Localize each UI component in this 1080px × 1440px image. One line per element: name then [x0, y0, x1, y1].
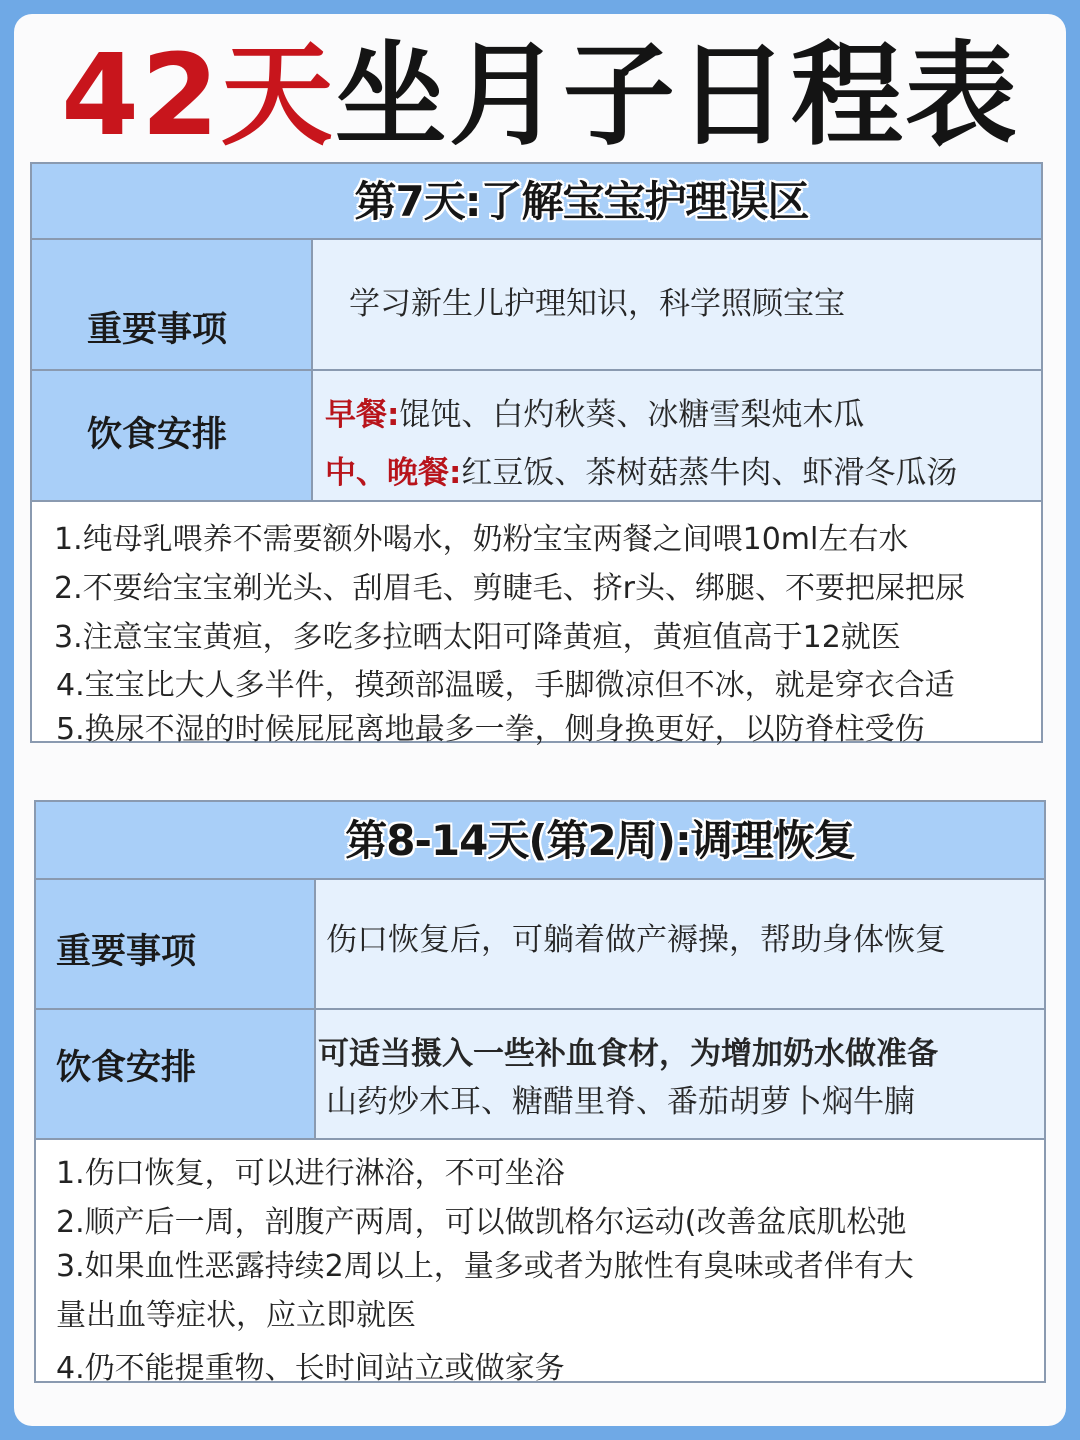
note-item: 3.注意宝宝黄疸，多吃多拉晒太阳可降黄疸，黄疸值高于12就医 [54, 620, 901, 655]
diet-tip: 可适当摄入一些补血食材，为增加奶水做准备 [318, 1036, 938, 1072]
diet-value-cell [313, 371, 1041, 500]
important-value-cell [313, 240, 1041, 369]
important-value-cell [316, 880, 1044, 1008]
important-row [36, 880, 1044, 1010]
diet-row [36, 1010, 1044, 1140]
note-item: 3.如果血性恶露持续2周以上，量多或者为脓性有臭味或者伴有大 [56, 1249, 914, 1284]
diet-row [32, 371, 1041, 502]
diet-label: 饮食安排 [56, 1048, 197, 1088]
note-item: 1.纯母乳喂养不需要额外喝水，奶粉宝宝两餐之间喂10ml左右水 [54, 522, 909, 557]
lunch-dinner-label: 中、晚餐: [325, 455, 462, 491]
note-item: 1.伤口恢复，可以进行淋浴，不可坐浴 [56, 1156, 565, 1191]
title-highlight: 42天 [61, 31, 335, 161]
section-week-2 [34, 800, 1046, 1386]
lunch-dinner-line [325, 447, 957, 492]
breakfast-menu: 馄饨、白灼秋葵、冰糖雪梨炖木瓜 [399, 397, 865, 433]
diet-value-cell [316, 1010, 1044, 1138]
title-rest: 坐月子日程表 [334, 31, 1019, 161]
note-item: 2.不要给宝宝剃光头、刮眉毛、剪睫毛、挤r头、绑腿、不要把屎把尿 [54, 571, 965, 606]
section-day-7 [30, 162, 1043, 747]
notes-list [36, 1140, 1044, 1386]
note-item: 4.仍不能提重物、长时间站立或做家务 [56, 1351, 565, 1386]
section-heading: 第7天:了解宝宝护理误区 [32, 164, 1041, 240]
note-item: 2.顺产后一周，剖腹产两周，可以做凯格尔运动(改善盆底肌松弛 [56, 1205, 907, 1240]
diet-label: 饮食安排 [87, 415, 228, 455]
lunch-dinner-menu: 红豆饭、茶树菇蒸牛肉、虾滑冬瓜汤 [461, 455, 958, 491]
important-label: 重要事项 [56, 932, 197, 972]
diet-label-cell [36, 1010, 316, 1138]
important-label-cell [36, 880, 316, 1008]
important-text: 学习新生儿护理知识，科学照顾宝宝 [349, 286, 845, 322]
note-item: 量出血等症状，应立即就医 [56, 1298, 416, 1333]
breakfast-line [325, 389, 864, 434]
note-item: 4.宝宝比大人多半件，摸颈部温暖，手脚微凉但不冰，就是穿衣合适 [56, 668, 955, 703]
important-label: 重要事项 [87, 310, 228, 350]
section-heading: 第8-14天(第2周):调理恢复 [36, 802, 1044, 880]
diet-label-cell [32, 371, 313, 500]
page-title [0, 26, 1080, 166]
note-item: 5.换尿不湿的时候屁屁离地最多一拳，侧身换更好，以防脊柱受伤 [56, 712, 925, 747]
breakfast-label: 早餐: [325, 397, 400, 433]
notes-list [32, 502, 1041, 747]
important-text: 伤口恢复后，可躺着做产褥操，帮助身体恢复 [326, 922, 946, 958]
diet-menu: 山药炒木耳、糖醋里脊、番茄胡萝卜焖牛腩 [326, 1084, 915, 1120]
important-label-cell [32, 240, 313, 369]
important-row [32, 240, 1041, 371]
